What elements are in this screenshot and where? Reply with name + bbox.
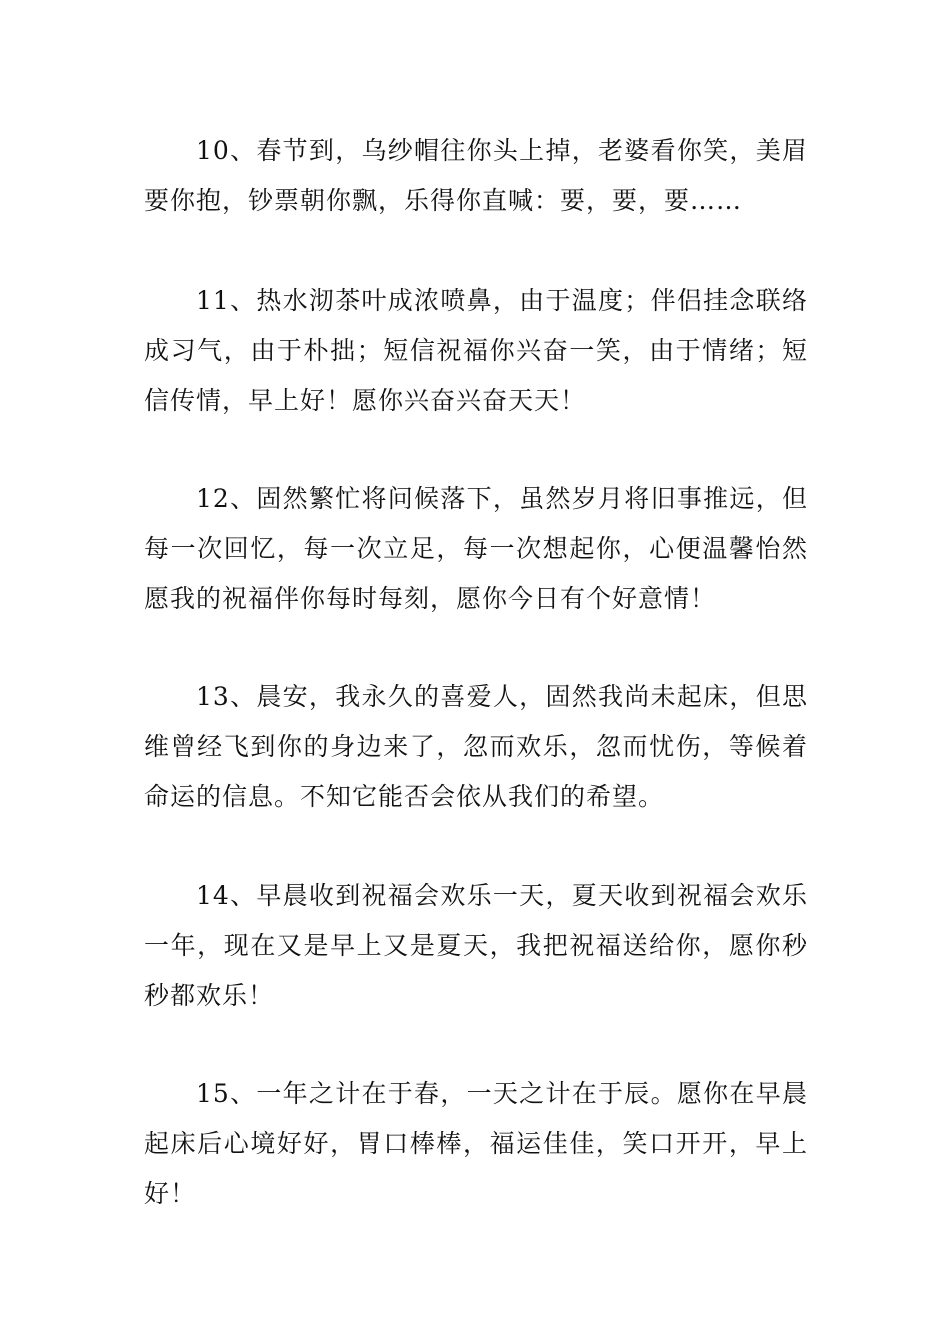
paragraph-14: 14、早晨收到祝福会欢乐一天，夏天收到祝福会欢乐一年，现在又是早上又是夏天，我把祝福送给你，愿你秒秒都欢乐！ bbox=[144, 881, 808, 1010]
paragraph-15: 15、一年之计在于春，一天之计在于辰。愿你在早晨起床后心境好好，胃口棒棒，福运佳佳，笑口开开，早上好！ bbox=[144, 1079, 808, 1208]
paragraph-11: 11、热水沏茶叶成浓喷鼻，由于温度；伴侣挂念联络成习气，由于朴拙；短信祝福你兴奋一笑，由于情绪；短信传情，早上好！愿你兴奋兴奋天天！ bbox=[144, 286, 808, 415]
paragraph-10: 10、春节到，乌纱帽往你头上掉，老婆看你笑，美眉要你抱，钞票朝你飘，乐得你直喊：要，要，要…… bbox=[144, 136, 808, 215]
paragraph-12: 12、固然繁忙将问候落下，虽然岁月将旧事推远，但每一次回忆，每一次立足，每一次想起你，心便温馨怡然愿我的祝福伴你每时每刻，愿你今日有个好意情！ bbox=[144, 484, 808, 613]
paragraph-13: 13、晨安，我永久的喜爱人，固然我尚未起床，但思维曾经飞到你的身边来了，忽而欢乐，忽而忧伤，等候着命运的信息。不知它能否会依从我们的希望。 bbox=[144, 682, 808, 811]
